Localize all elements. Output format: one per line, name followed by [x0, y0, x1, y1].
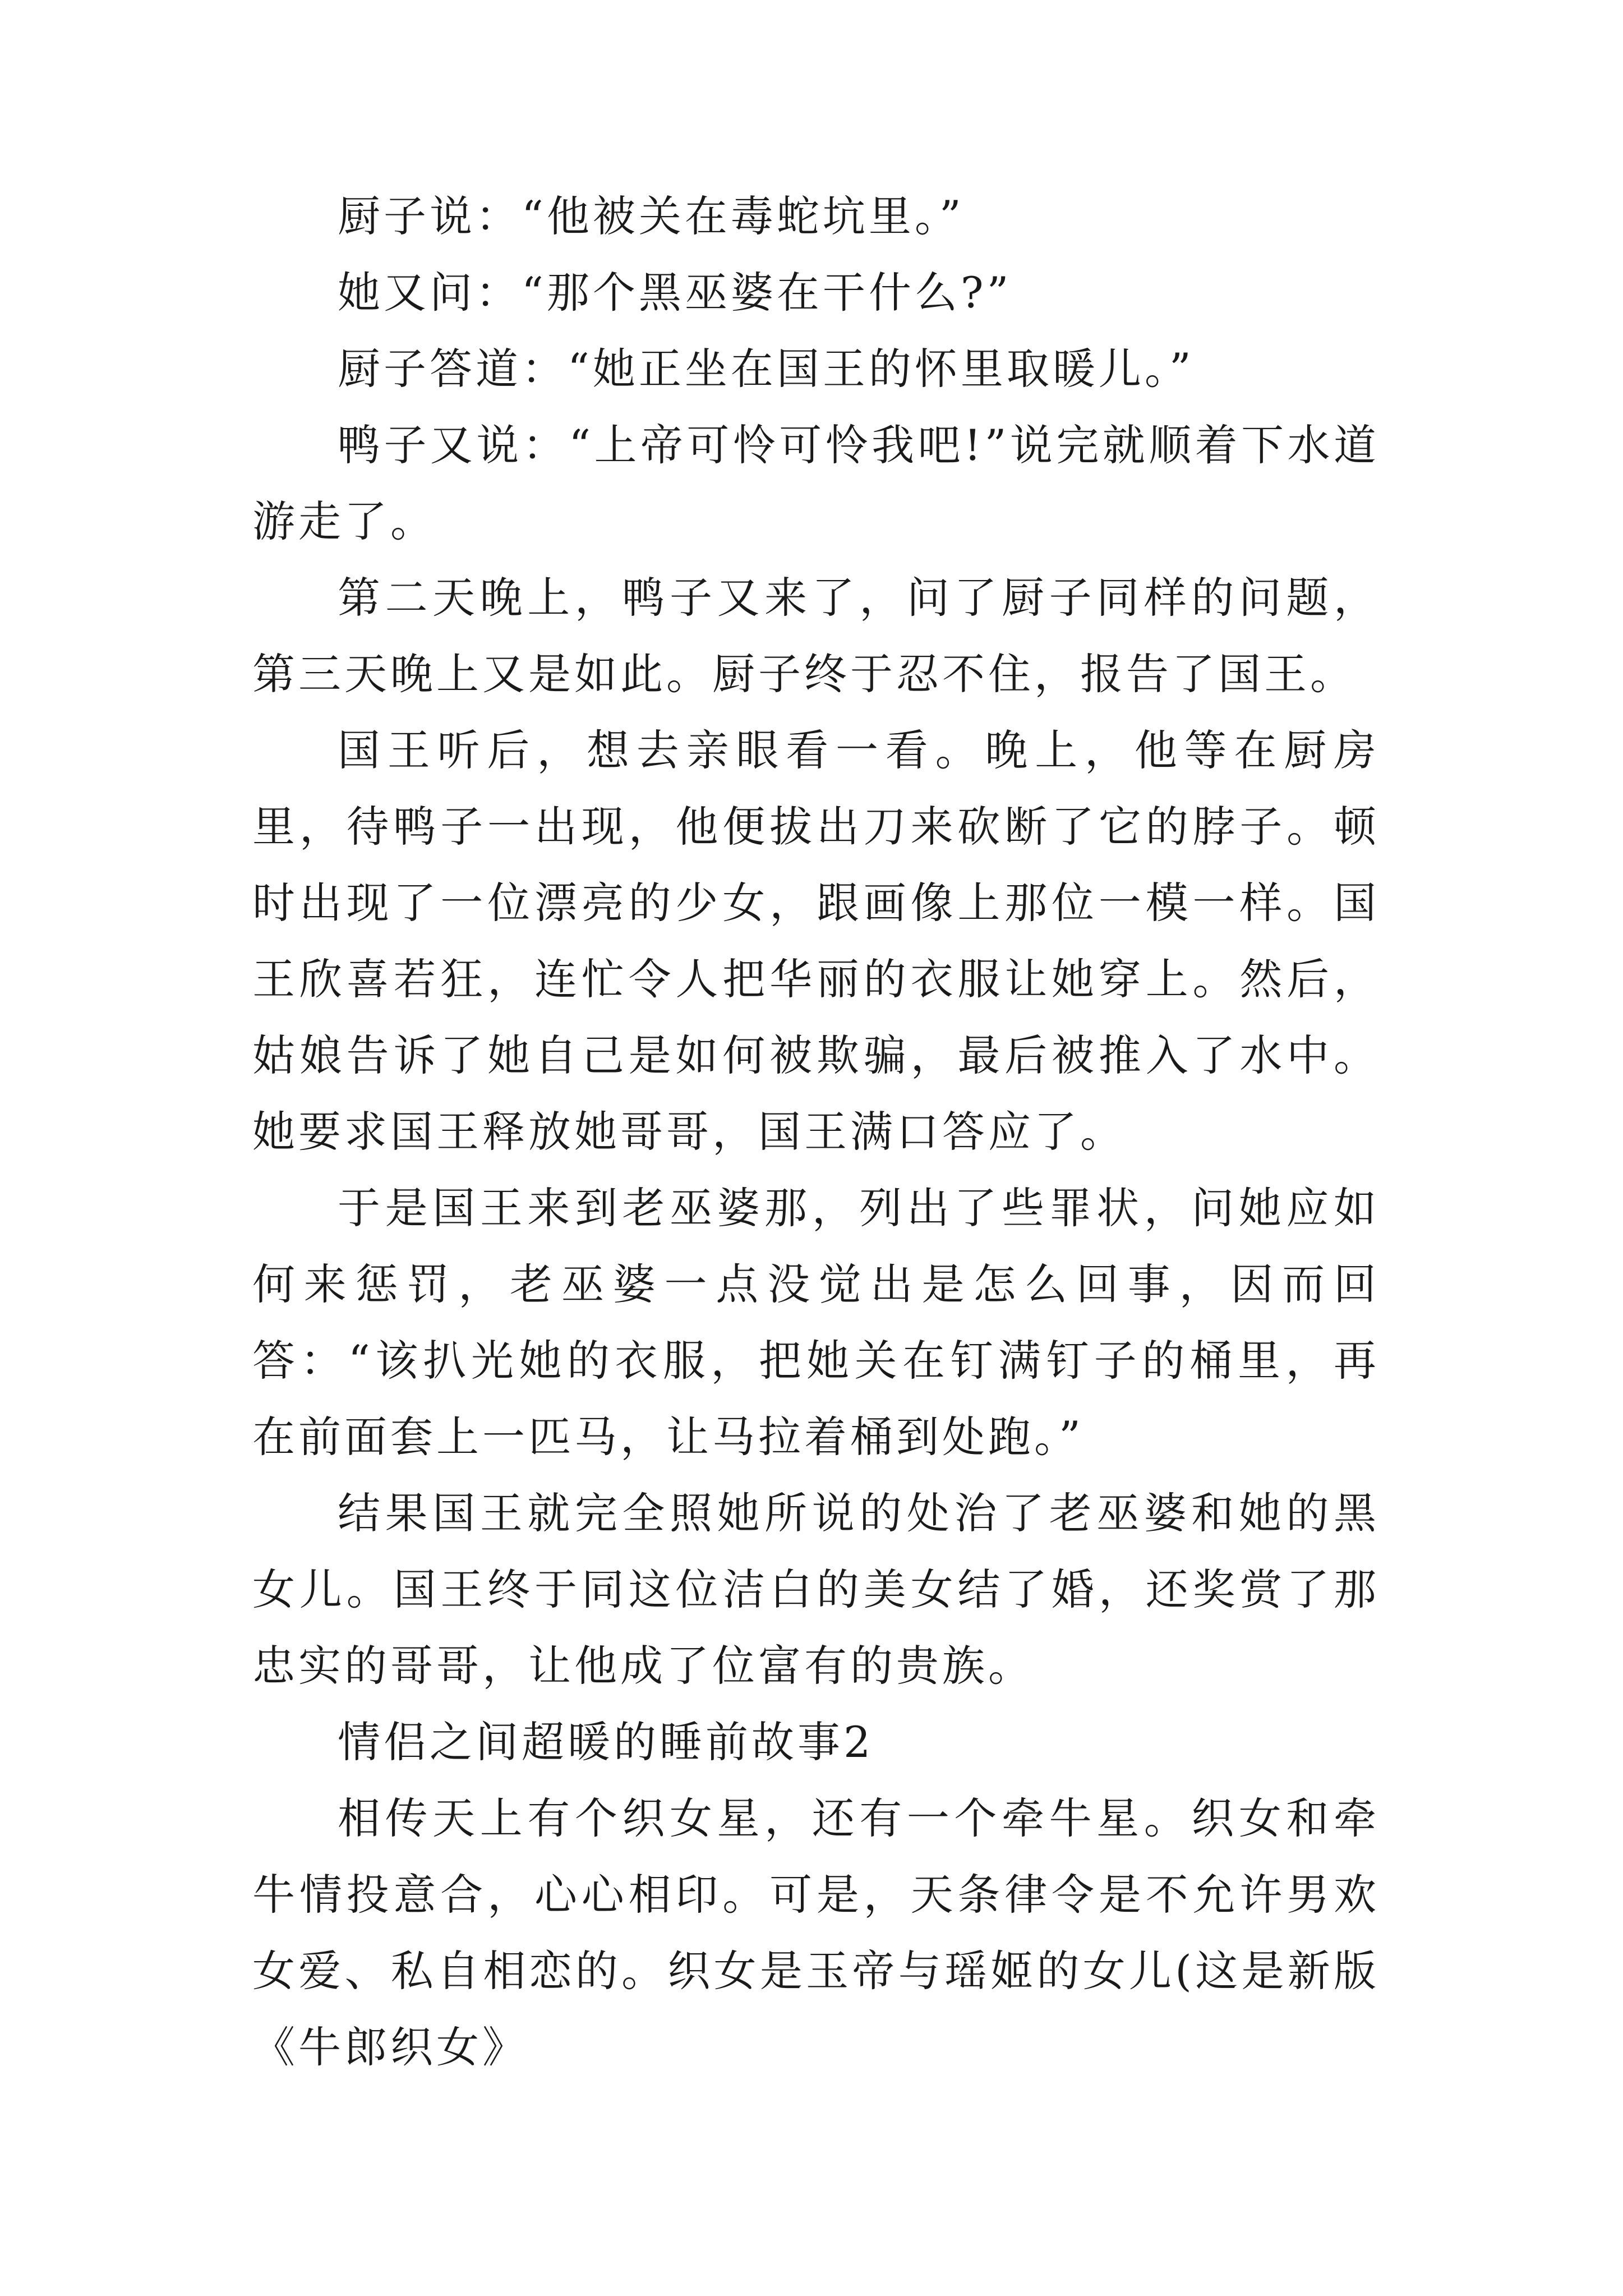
paragraph: 厨子答道：“她正坐在国王的怀里取暖儿。” [338, 344, 1195, 394]
paragraph: 于是国王来到老巫婆那，列出了些罪状，问她应如何来惩罚，老巫婆一点没觉出是怎么回事，因而回答：“该扒光她的衣服，把她关在钉满钉子的桶里，再在前面套上一匹马，让马拉着桶到处跑。” [252, 1183, 1380, 1462]
paragraph: 相传天上有个织女星，还有一个牵牛星。织女和牵牛情投意合，心心相印。可是，天条律令是不允许男欢女爱、私自相恋的。织女是玉帝与瑶姬的女儿(这是新版《牛郎织女》 [252, 1793, 1380, 2072]
story-text [252, 178, 1380, 2086]
paragraph: 鸭子又说：“上帝可怜可怜我吧!”说完就顺着下水道游走了。 [252, 420, 1380, 546]
section-heading: 情侣之间超暖的睡前故事2 [338, 1717, 874, 1767]
paragraph: 厨子说：“他被关在毒蛇坑里。” [338, 191, 965, 241]
paragraph: 结果国王就完全照她所说的处治了老巫婆和她的黑女儿。国王终于同这位洁白的美女结了婚，还奖赏了那忠实的哥哥，让他成了位富有的贵族。 [252, 1488, 1380, 1691]
paragraph: 她又问：“那个黑巫婆在干什么?” [338, 268, 1012, 318]
paragraph: 国王听后，想去亲眼看一看。晚上，他等在厨房里，待鸭子一出现，他便拔出刀来砍断了它的脖子。顿时出现了一位漂亮的少女，跟画像上那位一模一样。国王欣喜若狂，连忙令人把华丽的衣服让她穿上。然后，姑娘告诉了她自己是如何被欺骗，最后被推入了水中。她要求国王释放她哥哥，国王满口答应了。 [252, 725, 1380, 1157]
paragraph: 第二天晚上，鸭子又来了，问了厨子同样的问题，第三天晚上又是如此。厨子终于忍不住，报告了国王。 [252, 573, 1380, 699]
